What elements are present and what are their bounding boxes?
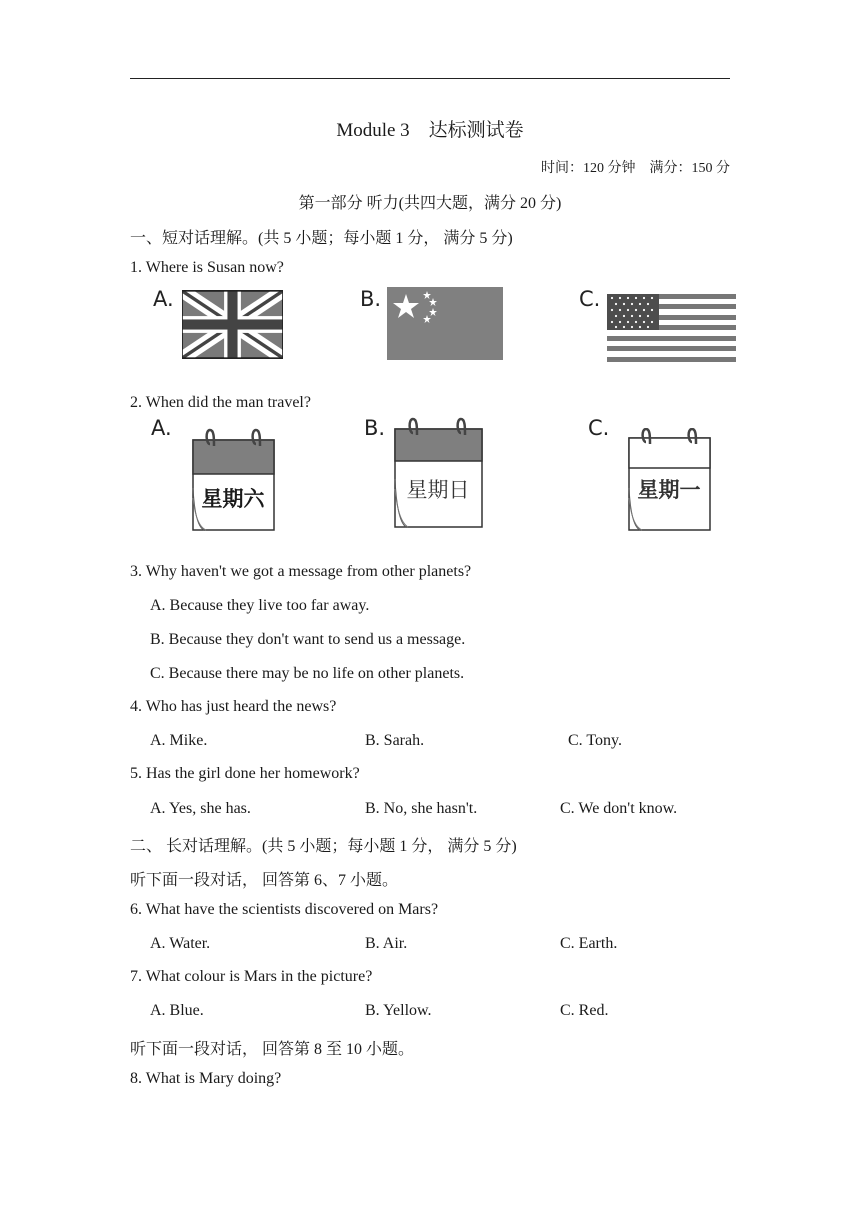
q1-option-b-letter: B. [360,287,382,311]
q6-option-a[interactable]: A. Water. [150,935,211,952]
page-title: Module 3 达标测试卷 [336,120,524,141]
q5-option-b[interactable]: B. No, she hasn't. [365,800,478,817]
calendar-monday-label: 星期一 [637,478,701,502]
q3-option-a[interactable]: A. Because they live too far away. [150,597,370,614]
q4-option-b[interactable]: B. Sarah. [365,732,425,749]
q4-option-a[interactable]: A. Mike. [150,732,208,749]
top-rule [130,78,730,79]
q2-question: 2. When did the man travel? [130,394,311,411]
q7-option-a[interactable]: A. Blue. [150,1002,204,1019]
q7-option-b[interactable]: B. Yellow. [365,1002,432,1019]
section1-heading: 一、短对话理解。(共 5 小题；每小题 1 分， 满分 5 分) [130,230,513,247]
q7-option-c[interactable]: C. Red. [560,1002,609,1019]
uk-flag-icon[interactable] [182,290,283,359]
section2-heading: 二、 长对话理解。(共 5 小题；每小题 1 分， 满分 5 分) [130,838,517,855]
q7-question: 7. What colour is Mars in the picture? [130,968,373,985]
q5-question: 5. Has the girl done her homework? [130,765,360,782]
calendar-saturday-label: 星期六 [201,487,265,511]
q6-question: 6. What have the scientists discovered on Mars? [130,901,439,918]
calendar-monday-icon[interactable] [626,428,712,532]
q6-option-c[interactable]: C. Earth. [560,935,618,952]
q5-option-c[interactable]: C. We don't know. [560,800,678,817]
q5-option-a[interactable]: A. Yes, she has. [150,800,251,817]
part-title: 第一部分 听力(共四大题，满分 20 分) [298,195,562,212]
calendar-saturday-icon[interactable] [190,428,276,532]
usa-flag-icon[interactable] [607,294,736,362]
q2-option-b-letter: B. [364,416,386,440]
q6-option-b[interactable]: B. Air. [365,935,408,952]
section2-instruction-2: 听下面一段对话， 回答第 8 至 10 小题。 [130,1041,415,1058]
section2-instruction-1: 听下面一段对话， 回答第 6、7 小题。 [130,872,399,889]
calendar-sunday-icon[interactable] [392,417,484,529]
q1-question: 1. Where is Susan now? [130,259,284,276]
q4-option-c[interactable]: C. Tony. [568,732,622,749]
q8-question: 8. What is Mary doing? [130,1070,282,1087]
calendar-sunday-label: 星期日 [406,478,470,502]
q4-question: 4. Who has just heard the news? [130,698,337,715]
q3-option-c[interactable]: C. Because there may be no life on other planets. [150,665,465,682]
exam-meta: 时间：120 分钟 满分：150 分 [541,161,730,176]
q2-option-a-letter: A. [151,416,172,440]
q3-question: 3. Why haven't we got a message from other planets? [130,563,472,580]
china-flag-icon[interactable] [387,287,503,360]
q1-option-a-letter: A. [153,287,174,311]
q3-option-b[interactable]: B. Because they don't want to send us a message. [150,631,466,648]
q2-option-c-letter: C. [588,416,610,440]
q1-option-c-letter: C. [579,287,601,311]
